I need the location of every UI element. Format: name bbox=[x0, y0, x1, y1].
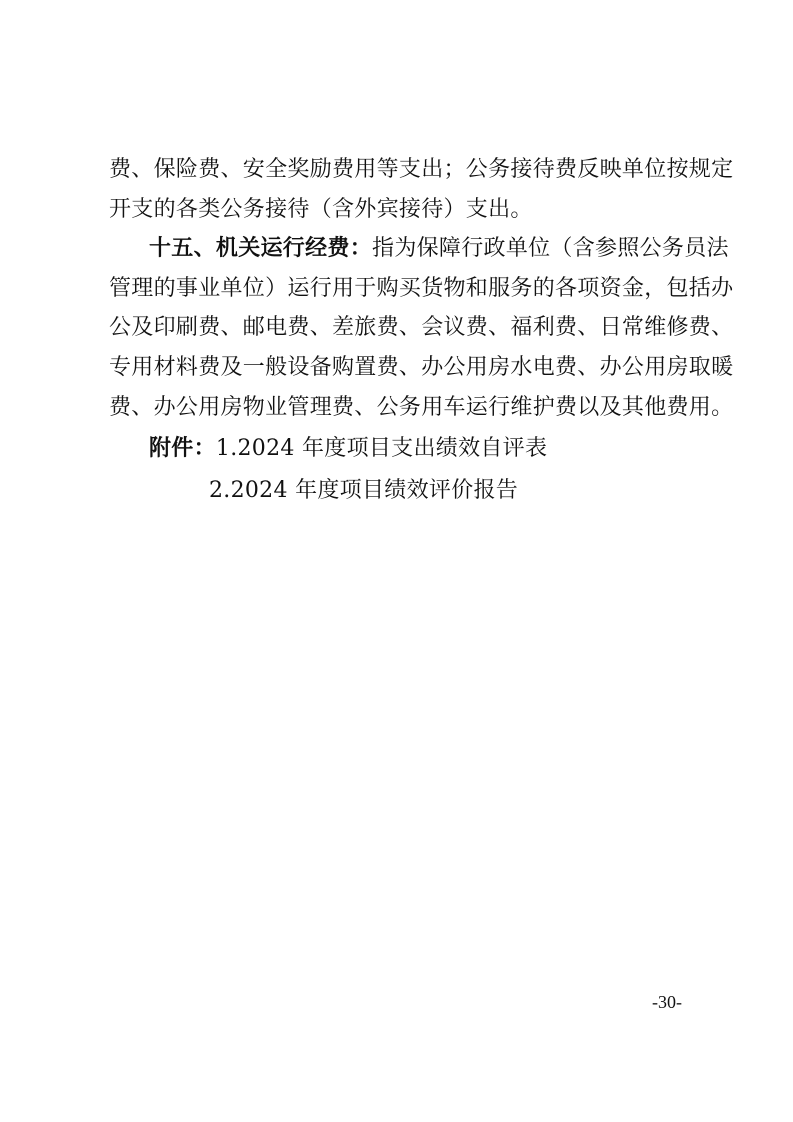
paragraph-line: 专用材料费及一般设备购置费、办公用房水电费、办公用房取暖 bbox=[109, 355, 734, 380]
attachment-item: 1.2024 年度项目支出绩效自评表 bbox=[215, 436, 548, 461]
attachment-item: 2.2024 年度项目绩效评价报告 bbox=[209, 478, 519, 503]
section-fifteen-line bbox=[149, 229, 729, 269]
section-heading: 十五、机关运行经费： bbox=[149, 236, 373, 261]
page-number: -30- bbox=[652, 992, 682, 1012]
paragraph-line: 开支的各类公务接待（含外宾接待）支出。 bbox=[109, 197, 533, 222]
paragraph-line: 管理的事业单位）运行用于购买货物和服务的各项资金，包括办 bbox=[109, 276, 734, 301]
paragraph-line: 费、保险费、安全奖励费用等支出；公务接待费反映单位按规定 bbox=[109, 157, 734, 182]
paragraph-line: 费、办公用房物业管理费、公务用车运行维护费以及其他费用。 bbox=[109, 395, 734, 420]
section-text: 指为保障行政单位（含参照公务员法 bbox=[372, 236, 729, 261]
paragraph-line: 公及印刷费、邮电费、差旅费、会议费、福利费、日常维修费、 bbox=[109, 315, 734, 340]
attachment-label: 附件： bbox=[149, 436, 216, 461]
attachment-line bbox=[149, 429, 547, 469]
